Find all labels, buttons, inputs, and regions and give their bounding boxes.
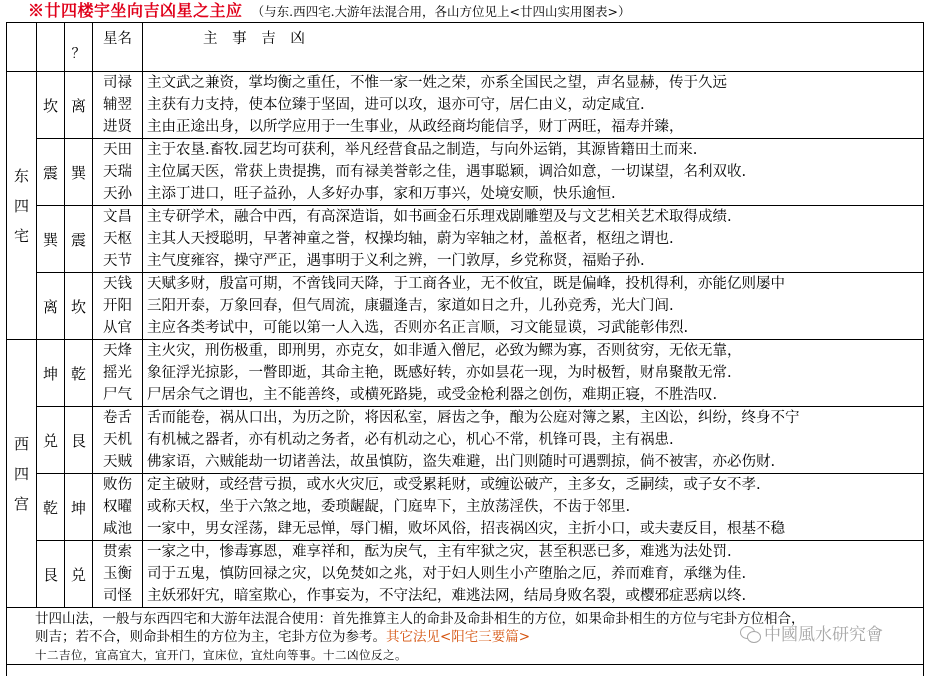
wechat-icon [740,626,760,642]
star-name: 开阳 [103,298,132,314]
sitting-trigram-cell: 巽 [37,206,65,273]
star-name: 天田 [103,142,132,158]
table-row [7,139,924,206]
facing-trigram-cell: 坎 [65,273,93,340]
facing-trigram-cell: 乾 [65,340,93,407]
watermark [740,620,883,645]
description-line: 主火灾，刑伤极重，即刑男，亦克女，如非遁入僧尼，必致为鳏为寡，否则贫穷，无依无靠， [147,343,742,359]
description-line: 有机械之器者，亦有机动之务者，必有机动之心，机心不常，机锋可畏，主有祸患. [147,432,674,448]
description-cell [143,139,924,206]
group-name-char: 宅 [13,226,29,245]
sitting-trigram-cell: 坤 [37,340,65,407]
table-row [7,273,924,340]
group-name-cell [7,340,37,608]
table-row [7,206,924,273]
star-name: 天瑞 [103,164,132,180]
star-name: 辅翌 [103,97,132,113]
note-line-1: 廿四山法，一般与东西四宅和大游年法混合使用：首先推算主人的命卦及命卦相生的方位，如果命卦相生的方位与宅卦方位相合， [35,611,805,627]
description-line: 主添丁进口，旺子益孙，人多好办事，家和万事兴，处境安顺，快乐逾恒. [147,186,616,202]
description-line: 主于农垦.畜牧.园艺均可获利，举凡经营食品之制造，与向外运销，其源皆籍田土而来. [147,142,698,158]
header-blank-cell [7,23,37,72]
watermark-text: 中國風水研究會 [764,625,883,645]
star-names-cell [93,474,143,541]
facing-trigram-cell: 兑 [65,541,93,608]
table-row [7,340,924,407]
page-title: ※廿四楼宇坐向吉凶星之主应 [28,1,243,20]
star-name: 文昌 [103,209,132,225]
star-name: 摇光 [103,365,132,381]
description-cell [143,206,924,273]
empty-row [7,665,924,676]
star-names-cell [93,340,143,407]
description-line: 佛家语，六贼能劫一切诸善法，故虽慎防，盗失难避，出门则随时可遇剽掠，倘不被害，亦必伤财. [147,454,776,470]
sitting-trigram-cell: 兑 [37,407,65,474]
star-name: 进贤 [103,119,132,135]
group-name-char: 四 [13,464,29,483]
facing-trigram-cell: 离 [65,72,93,139]
group-name-char: 东 [13,166,29,185]
page-header [0,0,929,22]
group-name-char: 西 [13,434,29,453]
sitting-trigram-cell: 震 [37,139,65,206]
description-line: 主气度雍容，操守严正，遇事明于义利之辨，一门敦厚，乡党称贤，福贻子孙. [147,253,645,269]
star-name: 玉衡 [103,566,132,582]
sitting-trigram-cell: 乾 [37,474,65,541]
group-name-char: 宫 [13,494,29,513]
sitting-trigram-cell: 离 [37,273,65,340]
description-line: 司于五鬼，慎防回禄之灾，以免焚如之兆，对于妇人则生小产堕胎之厄，养而难育，承继为佳. [147,566,747,582]
star-name: 卷舌 [103,410,132,426]
empty-cell [7,665,924,676]
star-name: 司禄 [103,75,132,91]
description-cell [143,273,924,340]
header-star-name: 星名 [93,23,143,72]
page-subtitle: （与东.西四宅.大游年法混合用，各山方位见上<廿四山实用图表>） [251,4,631,19]
table-row [7,541,924,608]
star-name: 天钱 [103,276,132,292]
table-row [7,407,924,474]
star-name: 从官 [103,320,132,336]
note-line-2-text: 则吉；若不合，则命卦相生的方位为主，宅卦方位为参考。 [35,629,386,645]
group-name-char: 四 [13,196,29,215]
description-line: 一家之中，惨毒寡恩，难享祥和，酝为戾气，主有牢狱之灾，甚至积恶已多，难逃为法处罚. [147,544,732,560]
description-line: 象征浮光掠影，一瞥即逝，其命主艳，既感好转，亦如昙花一现，为时极暂，财帛聚散无常. [147,365,732,381]
description-line: 主专研学术，融合中西，有高深造诣，如书画金石乐理戏剧雕塑及与文艺相关艺术取得成绩. [147,209,732,225]
description-line: 定主破财，或经营亏损，或水火灾厄，或受累耗财，或缠讼破产，主多女，乏嗣续，或子女不孝. [147,477,761,493]
description-line: 三阳开泰，万象回春，但气周流，康疆逢吉，家道如日之升，儿孙竞秀，光大门闾. [147,298,674,314]
description-line: 天赋多财，殷富可期，不啻钱同天降，于工商各业，无不攸宜，既是偏峰，投机得利，亦能亿则屡中 [147,276,785,292]
star-table [6,22,924,676]
description-cell [143,72,924,139]
star-name: 咸池 [103,521,132,537]
table-row [7,72,924,139]
facing-trigram-cell: 震 [65,206,93,273]
star-name: 败伤 [103,477,132,493]
description-cell [143,340,924,407]
description-line: 主获有力支持，使本位臻于坚固，进可以攻，退亦可守，居仁由义，动定咸宜. [147,97,645,113]
table-header-row [7,23,924,72]
star-name: 天节 [103,253,132,269]
description-line: 一家中，男女淫荡，肆无忌惮，辱门楣，败坏风俗，招丧祸凶灾，主折小口，或夫妻反目，根基不稳 [147,521,785,537]
description-line: 或称天权，坐于六煞之地，委琐龌龊，门庭卑下，主放荡淫佚，不齿于邻里. [147,499,631,515]
star-names-cell [93,273,143,340]
star-name: 天孙 [103,186,132,202]
description-line: 主文武之兼资，掌均衡之重任，不惟一家一姓之荣，亦系全国民之望，声名显赫，传于久远 [147,75,727,91]
description-cell [143,474,924,541]
description-cell [143,407,924,474]
star-names-cell [93,541,143,608]
description-line: 主妖邪奸宄，暗室欺心，作事妄为，不守法纪，难逃法网，结局身败名裂，或樱邪症恶病以终. [147,588,747,604]
star-name: 天枢 [103,231,132,247]
star-name: 司怪 [103,588,132,604]
star-names-cell [93,206,143,273]
see-also-link[interactable]: 其它法见<阳宅三要篇> [386,629,531,645]
star-name: 尸气 [103,387,132,403]
star-name: 天机 [103,432,132,448]
header-question-cell: ？ [65,23,93,72]
facing-trigram-cell: 艮 [65,407,93,474]
description-line: 主位属天医，常获上贵提携，而有禄美誉彰之佳，遇事聪颖，调洽如意，一切谋望，名利双收. [147,164,747,180]
description-line: 尸居余气之谓也，主不能善终，或横死路毙，或受金枪利器之创伤，难期正寝，不胜浩叹. [147,387,718,403]
sitting-trigram-cell: 艮 [37,541,65,608]
description-line: 舌而能卷，祸从口出，为历之阶，将因私室，唇齿之争，酿为公庭对簿之累，主凶讼，纠纷，终身不宁 [147,410,800,426]
table-row [7,474,924,541]
header-description: 主 事 吉 凶 [143,23,924,72]
star-name: 天贼 [103,454,132,470]
star-name: 天烽 [103,343,132,359]
note-line-3: 十二吉位，宜高宜大，宜开门，宜床位，宜灶向等事。十二凶位反之。 [35,648,407,662]
star-names-cell [93,139,143,206]
group-name-cell [7,72,37,340]
description-cell [143,541,924,608]
header-blank-cell [37,23,65,72]
star-name: 贯索 [103,544,132,560]
star-names-cell [93,72,143,139]
star-names-cell [93,407,143,474]
description-line: 主其人天授聪明，早著神童之誉，权操均轴，蔚为宰轴之材，盖枢者，枢纽之谓也. [147,231,674,247]
sitting-trigram-cell: 坎 [37,72,65,139]
description-line: 主应各类考试中，可能以第一人入选，否则亦名正言顺，习文能显谟，习武能彰伟烈. [147,320,689,336]
star-name: 权曜 [103,499,132,515]
facing-trigram-cell: 坤 [65,474,93,541]
facing-trigram-cell: 巽 [65,139,93,206]
description-line: 主由正途出身，以所学应用于一生事业，从政经商均能信孚，财丁两旺，福寿并臻， [147,119,684,135]
